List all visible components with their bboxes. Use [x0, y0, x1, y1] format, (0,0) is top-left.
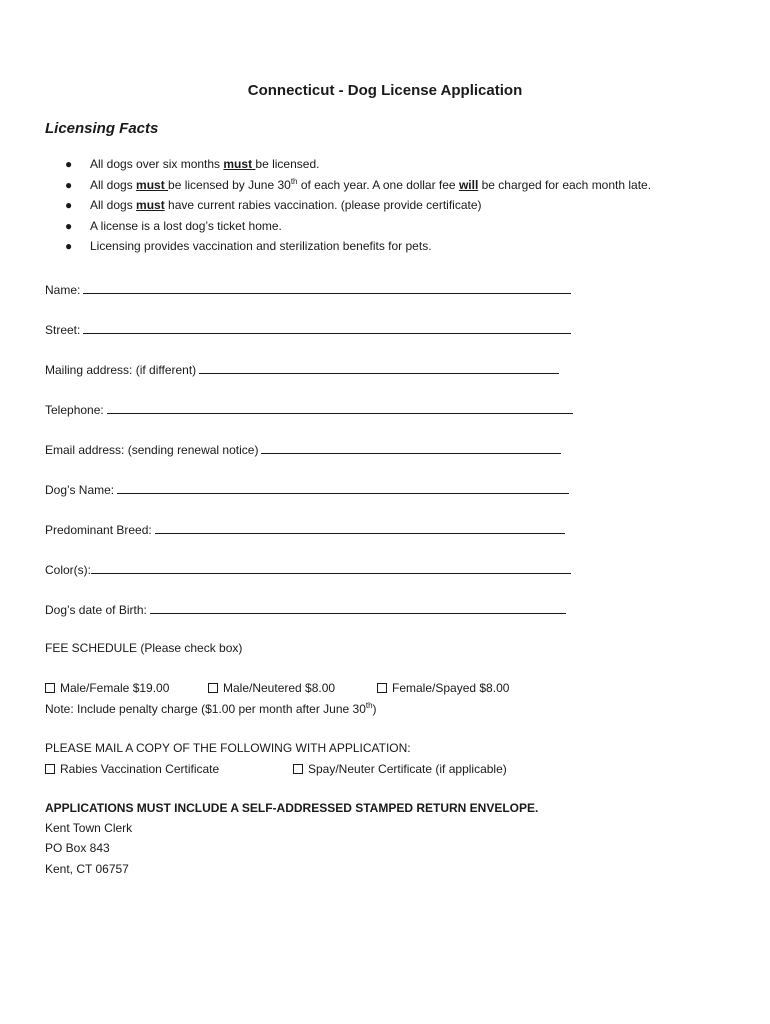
fact-text: have current rabies vaccination. (please provide certificate): [164, 198, 482, 213]
superscript: th: [365, 701, 373, 710]
list-item: [45, 178, 745, 199]
telephone-label: Telephone:: [45, 403, 104, 417]
fee-heading: FEE SCHEDULE (Please check box): [45, 641, 243, 655]
checkbox-icon[interactable]: [293, 764, 303, 774]
bullet-icon: ●: [65, 239, 73, 254]
fee-option-label: Male/Female $19.00: [60, 681, 170, 695]
checkbox-icon[interactable]: [45, 764, 55, 774]
name-label: Name:: [45, 283, 81, 297]
name-field[interactable]: [83, 282, 571, 294]
email-field-row: [45, 442, 561, 457]
address-line-2: PO Box 843: [45, 841, 110, 855]
superscript: th: [290, 176, 298, 186]
bullet-icon: ●: [65, 157, 73, 171]
fact-text: be charged for each month late.: [478, 177, 652, 192]
email-label: Email address: (sending renewal notice): [45, 443, 259, 457]
email-field[interactable]: [261, 442, 561, 454]
dog-name-label: Dog’s Name:: [45, 483, 115, 497]
mail-option-label: Spay/Neuter Certificate (if applicable): [308, 762, 507, 776]
dob-field[interactable]: [150, 602, 566, 614]
fact-text: All dogs: [90, 198, 137, 213]
fee-option-label: Male/Neutered $8.00: [223, 681, 336, 695]
fee-note-text: Note: Include penalty charge ($1.00 per month after June 30: [45, 702, 366, 716]
emphasis-text: must: [223, 157, 256, 171]
mail-option-label: Rabies Vaccination Certificate: [60, 762, 220, 776]
fact-text: A license is a lost dog’s ticket home.: [90, 218, 282, 233]
dog-name-field-row: [45, 482, 569, 497]
dob-label: Dog’s date of Birth:: [45, 603, 147, 617]
page-title: Connecticut - Dog License Application: [247, 82, 523, 99]
emphasis-text: must: [136, 177, 169, 192]
mailing-field[interactable]: [199, 362, 559, 374]
street-label: Street:: [45, 323, 81, 337]
list-item: [45, 157, 745, 178]
mailing-field-row: [45, 362, 559, 377]
name-field-row: [45, 282, 571, 297]
street-field[interactable]: [83, 322, 571, 334]
address-line-1: Kent Town Clerk: [45, 821, 133, 835]
mail-option-rabies[interactable]: [45, 762, 219, 776]
telephone-field[interactable]: [107, 402, 573, 414]
list-item: [45, 198, 745, 219]
checkbox-icon[interactable]: [377, 683, 387, 693]
color-label: Color(s):: [45, 563, 92, 577]
checkbox-icon[interactable]: [208, 683, 218, 693]
fact-text: Licensing provides vaccination and sterilization benefits for pets.: [90, 239, 432, 254]
mail-option-spay-neuter[interactable]: [293, 762, 507, 776]
section-subtitle: Licensing Facts: [45, 120, 159, 137]
telephone-field-row: [45, 402, 573, 417]
fee-option-female-spayed[interactable]: [377, 681, 509, 695]
breed-field-row: [45, 522, 565, 537]
bullet-icon: ●: [65, 198, 73, 213]
bullet-icon: ●: [65, 218, 73, 233]
mailing-label: Mailing address: (if different): [45, 363, 197, 377]
fact-text: of each year. A one dollar fee: [297, 177, 459, 192]
breed-label: Predominant Breed:: [45, 523, 152, 537]
facts-list: [45, 157, 745, 260]
emphasis-text: must: [136, 198, 165, 213]
fact-text: All dogs over six months: [90, 157, 224, 171]
dog-name-field[interactable]: [117, 482, 569, 494]
fee-note-text: ): [372, 702, 377, 716]
color-field[interactable]: [91, 562, 571, 574]
fact-text: All dogs: [90, 177, 137, 192]
street-field-row: [45, 322, 571, 337]
emphasis-text: will: [458, 177, 479, 192]
envelope-notice: APPLICATIONS MUST INCLUDE A SELF-ADDRESSED STAMPED RETURN ENVELOPE.: [45, 801, 539, 815]
fee-option-male-neutered[interactable]: [208, 681, 335, 695]
fact-text: be licensed by June 30: [168, 177, 291, 192]
dob-field-row: [45, 602, 566, 617]
fee-option-male-female[interactable]: [45, 681, 169, 695]
fee-option-label: Female/Spayed $8.00: [392, 681, 510, 695]
color-field-row: [45, 562, 571, 577]
breed-field[interactable]: [155, 522, 565, 534]
list-item: [45, 219, 745, 240]
mail-heading: PLEASE MAIL A COPY OF THE FOLLOWING WITH APPLICATION:: [45, 741, 411, 755]
address-line-3: Kent, CT 06757: [45, 862, 129, 876]
list-item: [45, 239, 745, 260]
fact-text: be licensed.: [255, 157, 320, 171]
fee-note: [45, 702, 377, 716]
checkbox-icon[interactable]: [45, 683, 55, 693]
bullet-icon: ●: [65, 177, 73, 192]
